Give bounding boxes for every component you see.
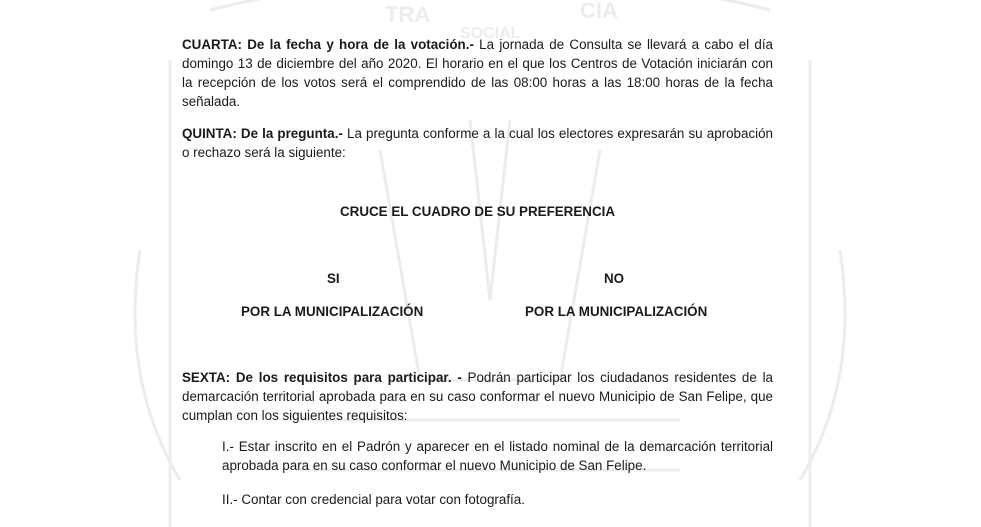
clause-cuarta-body: La jornada de Consulta se llevará a cabo el día domingo 13 de diciembre del año 2020. El horario en el que los Centros de Votación iniciarán con la recepción de los votos será el comprendido de las 08:00 horas a las 18:00 horas de la fecha señalada. [182,37,773,109]
requirement-item: I.- Estar inscrito en el Padrón y aparecer en el listado nominal de la demarcación territorial aprobada para en su caso conformar el nuevo Municipio de San Felipe. [222,439,773,473]
clause-quinta-heading: QUINTA: De la pregunta.- [182,126,343,141]
watermark-text-mid: SOCIAL [460,25,521,42]
watermark-text-right: CIA [580,0,618,23]
clause-sexta [182,368,773,425]
clause-cuarta-heading: CUARTA: De la fecha y hora de la votación.- [182,37,474,52]
ballot-option-yes: SI [327,271,340,286]
requirement-item: II.- Contar con credencial para votar con fotografía. [222,492,525,507]
ballot-option-no-label: POR LA MUNICIPALIZACIÓN [525,304,708,319]
ballot-title: CRUCE EL CUADRO DE SU PREFERENCIA [339,204,616,219]
ballot-option-yes-label: POR LA MUNICIPALIZACIÓN [241,304,424,319]
ballot-option-no: NO [604,271,625,286]
clause-cuarta [182,35,773,111]
clause-quinta-body: La pregunta conforme a la cual los electores expresarán su aprobación o rechazo será la siguiente: [182,126,774,160]
clause-sexta-body: Podrán participar los ciudadanos residentes de la demarcación territorial aprobada para en su caso conformar el nuevo Municipio de San Felipe, que cumplan con los siguientes requisitos: [182,370,773,423]
watermark-text-left: TRA [385,2,431,27]
clause-sexta-heading: SEXTA: De los requisitos para participar. - [182,370,462,385]
clause-quinta [182,124,773,162]
